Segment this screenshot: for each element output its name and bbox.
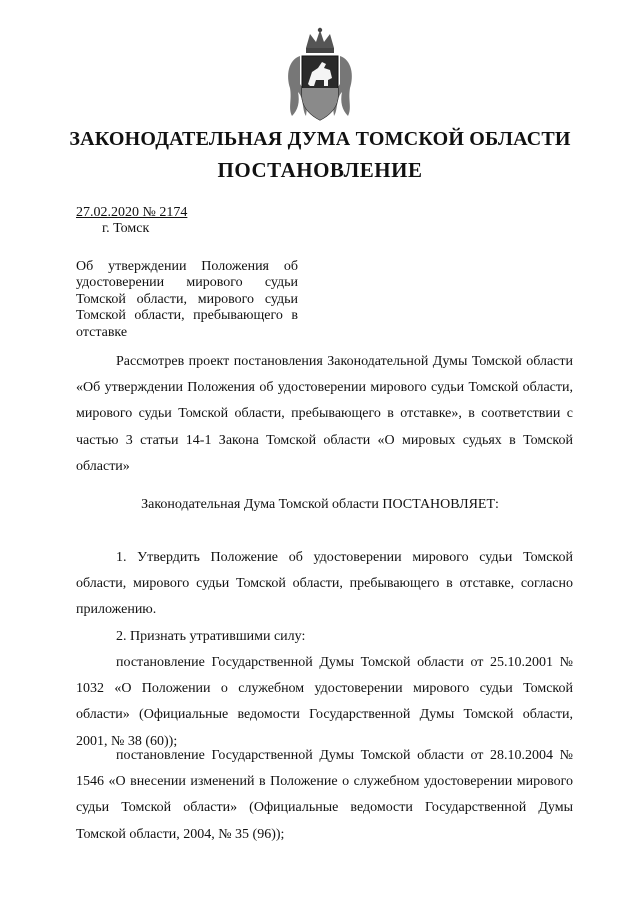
item-2-paragraph: 2. Признать утратившими силу: [116,629,306,644]
repeal-2-paragraph: постановление Государственной Думы Томской области от 28.10.2004 № 1546 «О внесении изменений в Положение о служебном удостоверении мирового судьи Томской области» (Официальные ведомости Государственной Думы Томской области, 2004, № 35 (96)); [76,748,573,842]
document-type: ПОСТАНОВЛЕНИЕ [217,158,423,182]
registration-city: г. Томск [102,221,150,236]
registration-date-number: 27.02.2020 № 2174 [76,205,188,220]
organization-title: ЗАКОНОДАТЕЛЬНАЯ ДУМА ТОМСКОЙ ОБЛАСТИ [69,128,571,150]
resolves-line: Законодательная Дума Томской области ПОСТАНОВЛЯЕТ: [141,497,499,512]
item-1-paragraph: 1. Утвердить Положение об удостоверении мирового судьи Томской области, мирового судьи Томской области, пребывающего в отставке, согласно приложению. [76,550,573,618]
document-subject: Об утверждении Положения об удостоверении мирового судьи Томской области, мирового судьи Томской области, пребывающего в отставке [76,259,298,340]
repeal-1-paragraph: постановление Государственной Думы Томской области от 25.10.2001 № 1032 «О Положении о служебном удостоверении мирового судьи Томской области» (Официальные ведомости Государственной Думы Томской области, 2001, № 38 (60)); [76,655,573,749]
coat-of-arms-tomsk-icon [286,26,354,124]
preamble-paragraph: Рассмотрев проект постановления Законодательной Думы Томской области «Об утверждении Положения об удостоверении мирового судьи Томской области, мирового судьи Томской области, пребывающего в отставке», в соответствии с частью 3 статьи 14-1 Закона Томской области «О мировых судьях в Томской области» [76,354,573,474]
